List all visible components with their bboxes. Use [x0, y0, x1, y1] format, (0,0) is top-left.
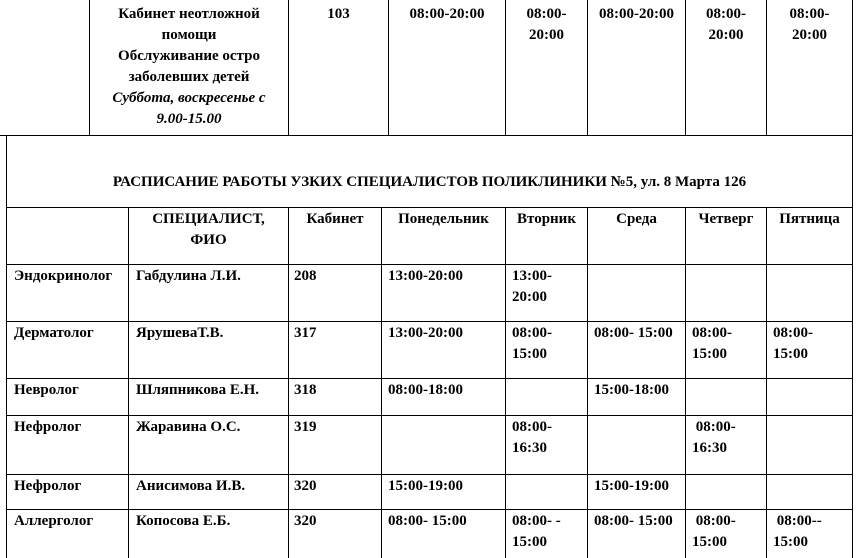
cell-mon [388, 323, 505, 344]
emergency-monday-hours: 08:00-20:00 [409, 6, 485, 22]
cell-line: Аллерголог [14, 513, 94, 529]
cell-thu [692, 323, 766, 365]
cell-line: 15:00 [512, 346, 547, 362]
emergency-room-number: 103 [327, 6, 350, 22]
cell-line: 08:00-18:00 [388, 382, 463, 398]
cell-line: 08:00- [692, 419, 736, 435]
cell-mon [388, 266, 505, 287]
cell-mon [388, 511, 505, 532]
cell-line: 317 [294, 325, 317, 341]
emergency-friday-hours [767, 4, 852, 46]
header-thursday: Четверг [698, 211, 754, 227]
cell-line: 15:00-19:00 [594, 478, 669, 494]
cell-spec [14, 266, 128, 287]
cell-line: 08:00- [512, 325, 552, 341]
cell-spec [14, 511, 128, 532]
cell-line: Нефролог [14, 478, 82, 494]
emergency-room-description [90, 4, 288, 130]
cell-name [136, 380, 286, 401]
cell-line: 08:00-- [773, 513, 822, 529]
hours-line: 08:00- [706, 6, 746, 22]
header-room: Кабинет [306, 211, 364, 227]
page-title: РАСПИСАНИЕ РАБОТЫ УЗКИХ СПЕЦИАЛИСТОВ ПОЛИКЛИНИКИ №5, ул. 8 Марта 126 [112, 174, 747, 190]
cell-room [294, 476, 379, 497]
cell-line: Нефролог [14, 419, 82, 435]
cell-line: Невролог [14, 382, 79, 398]
cell-spec [14, 476, 128, 497]
hours-line: 20:00 [792, 27, 827, 43]
header-tuesday: Вторник [517, 211, 576, 227]
cell-wed [594, 380, 686, 401]
cell-name [136, 476, 286, 497]
cell-line: 16:30 [512, 440, 547, 456]
cell-line: 15:00 [512, 534, 547, 550]
hours-line: 20:00 [529, 27, 564, 43]
cell-line: 15:00 [773, 346, 808, 362]
cell-line: 13:00- [512, 268, 552, 284]
cell-line: 08:00- - [512, 513, 561, 529]
cell-line: 13:00-20:00 [388, 325, 463, 341]
cell-wed [594, 323, 686, 344]
cell-mon [388, 476, 505, 497]
emergency-tuesday-hours [506, 4, 587, 46]
cell-line: 08:00- [512, 419, 552, 435]
cell-room [294, 417, 379, 438]
cell-name [136, 323, 286, 344]
cell-name [136, 417, 286, 438]
cell-line: 208 [294, 268, 317, 284]
cell-line: 16:30 [692, 440, 727, 456]
cell-spec [14, 417, 128, 438]
emergency-room-name-line: помощи [161, 27, 217, 43]
hours-line: 20:00 [708, 27, 744, 43]
cell-line: 20:00 [512, 289, 547, 305]
cell-line: Анисимова И.В. [136, 478, 246, 494]
cell-line: Копосова Е.Б. [136, 513, 231, 529]
cell-line: 15:00 [773, 534, 808, 550]
header-wednesday: Среда [616, 211, 657, 227]
cell-line: Дерматолог [14, 325, 94, 341]
cell-line: 08:00- 15:00 [388, 513, 467, 529]
header-specialist-line: СПЕЦИАЛИСТ, [152, 211, 265, 227]
cell-room [294, 323, 379, 344]
cell-line: 319 [294, 419, 317, 435]
cell-thu [692, 511, 766, 553]
cell-wed [594, 511, 686, 532]
cell-line: Эндокринолог [14, 268, 113, 284]
cell-tue [512, 266, 586, 308]
cell-spec [14, 380, 128, 401]
cell-line: 318 [294, 382, 317, 398]
header-monday: Понедельник [398, 211, 489, 227]
header-specialist [129, 209, 288, 251]
weekend-note-line: 9.00-15.00 [156, 111, 222, 127]
cell-spec [14, 323, 128, 344]
hours-line: 08:00- [526, 6, 567, 22]
cell-wed [594, 476, 686, 497]
weekend-note-line: Суббота, воскресенье с [112, 90, 266, 106]
cell-tue [512, 511, 586, 553]
cell-line: 08:00- [773, 325, 813, 341]
cell-line: 08:00- 15:00 [594, 513, 673, 529]
cell-room [294, 266, 379, 287]
cell-name [136, 266, 286, 287]
cell-line: 08:00- [692, 325, 732, 341]
cell-line: 13:00-20:00 [388, 268, 463, 284]
cell-line: 15:00-19:00 [388, 478, 463, 494]
cell-thu [692, 417, 766, 459]
cell-name [136, 511, 286, 532]
emergency-thursday-hours [686, 4, 766, 46]
header-specialist-line: ФИО [190, 232, 227, 248]
cell-line: Габдулина Л.И. [136, 268, 241, 284]
cell-line: 15:00-18:00 [594, 382, 669, 398]
emergency-room-name-line: Обслуживание остро [118, 48, 260, 64]
cell-fri [773, 511, 852, 553]
emergency-room-name-line: заболевших детей [128, 69, 250, 85]
cell-room [294, 380, 379, 401]
cell-line: ЯрушеваТ.В. [136, 325, 224, 341]
emergency-room-name-line: Кабинет неотложной [118, 6, 260, 22]
cell-line: 320 [294, 478, 317, 494]
cell-line: 15:00 [692, 346, 727, 362]
header-friday: Пятница [779, 211, 840, 227]
cell-mon [388, 380, 505, 401]
cell-line: Шляпникова Е.Н. [136, 382, 260, 398]
hours-line: 08:00- [789, 6, 830, 22]
cell-line: 15:00 [692, 534, 727, 550]
cell-line: Жаравина О.С. [136, 419, 241, 435]
cell-line: 320 [294, 513, 317, 529]
cell-line: 08:00- [692, 513, 736, 529]
cell-tue [512, 417, 586, 459]
cell-fri [773, 323, 852, 365]
emergency-wednesday-hours: 08:00-20:00 [599, 6, 674, 22]
cell-room [294, 511, 379, 532]
cell-tue [512, 323, 586, 365]
cell-line: 08:00- 15:00 [594, 325, 673, 341]
